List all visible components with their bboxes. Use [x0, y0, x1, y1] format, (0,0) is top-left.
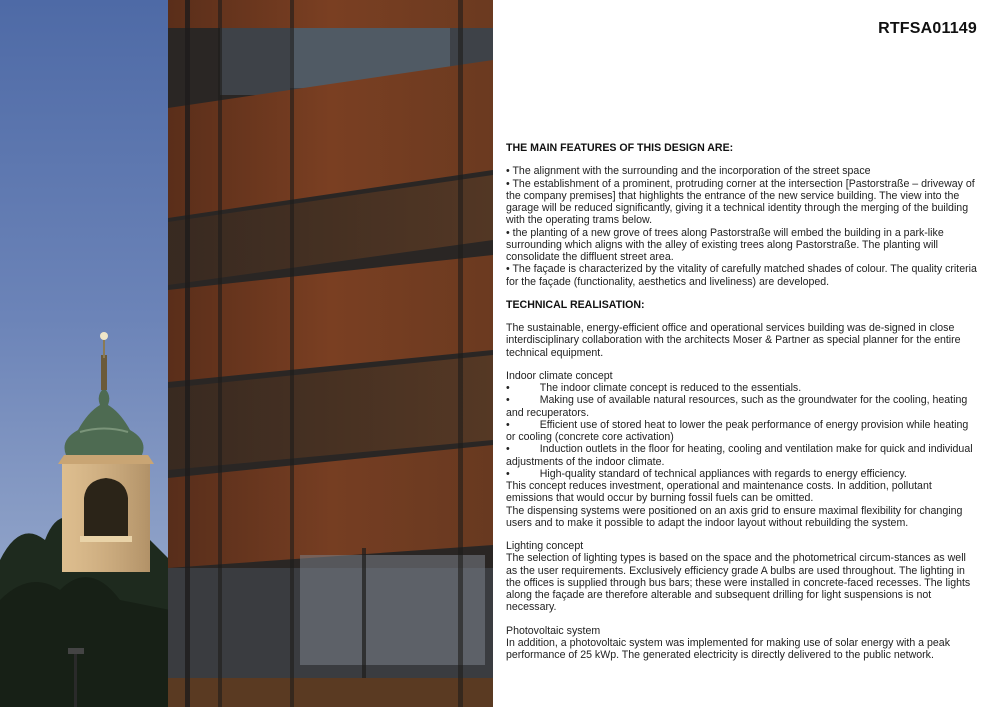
feature-item: • The establishment of a prominent, protruding corner at the intersection [Pastorstraße – driveway of the company premises] that highlights the entrance of the new service building. The view into the garage will be reduced significantly, giving it a technical identity through the merging of the building with the operating trams below.	[506, 177, 975, 227]
indoor-climate-bullet: • High-quality standard of technical appliances with regards to energy efficiency.	[506, 467, 907, 480]
indoor-climate-bullet: • Efficient use of stored heat to lower the peak performance of energy provision while heating or cooling (concrete core activation)	[506, 418, 969, 443]
lighting-concept-title: Lighting concept	[506, 540, 584, 552]
indoor-climate-bullet: • Making use of available natural resources, such as the groundwater for the cooling, heating and recuperators.	[506, 394, 968, 419]
feature-item: • The façade is characterized by the vitality of carefully matched shades of colour. The quality criteria for the façade (functionality, aesthetics and liveliness) are developed.	[506, 263, 977, 288]
technical-intro: The sustainable, energy-efficient office and operational services building was de-signed in close interdisciplinary collaboration with the architects Moser & Partner as special planner for the entire technical equipment.	[506, 322, 961, 359]
photo-building-facade-with-church-tower	[0, 0, 493, 707]
indoor-climate-bullet: • The indoor climate concept is reduced to the essentials.	[506, 382, 802, 394]
photovoltaic-text: In addition, a photovoltaic system was implemented for making use of solar energy with a peak performance of 25 kWp. The generated electricity is directly delivered to the public network.	[506, 636, 950, 661]
description-text	[506, 142, 978, 661]
feature-item: • the planting of a new grove of trees along Pastorstraße will embed the building in a park-like surrounding which aligns with the alley of existing trees along Pastorstraße. The planting will consolidate the diffluent street area.	[506, 226, 944, 263]
technical-heading: TECHNICAL REALISATION:	[506, 298, 645, 311]
indoor-climate-summary: This concept reduces investment, operational and maintenance costs. In addition, pollutant emissions that would occur by burning fossil fuels can be omitted.	[506, 480, 932, 505]
indoor-climate-dispensing: The dispensing systems were positioned on an axis grid to ensure maximal flexibility for changing users and to make it possible to adapt the indoor layout without rebuilding the system.	[506, 504, 963, 529]
indoor-climate-title: Indoor climate concept	[506, 369, 613, 382]
features-heading: THE MAIN FEATURES OF THIS DESIGN ARE:	[506, 142, 734, 154]
document-code: RTFSA01149	[878, 20, 977, 37]
feature-item: • The alignment with the surrounding and the incorporation of the street space	[506, 165, 871, 178]
facade-photo	[0, 0, 493, 707]
indoor-climate-bullet: • Induction outlets in the floor for heating, cooling and ventilation make for quick and individual adjustments of the indoor climate.	[506, 443, 973, 468]
photovoltaic-title: Photovoltaic system	[506, 624, 601, 637]
lighting-concept-text: The selection of lighting types is based on the space and the photometrical circum-stances as well as the user requirements. Exclusively efficiency grade A bulbs are used throughout. The lighting in the offices is supplied through bus bars; these were installed in concrete-faced recesses. The lights along the façade are therefore alterable and subsequent drilling for light suspensions is not necessary.	[506, 552, 971, 614]
